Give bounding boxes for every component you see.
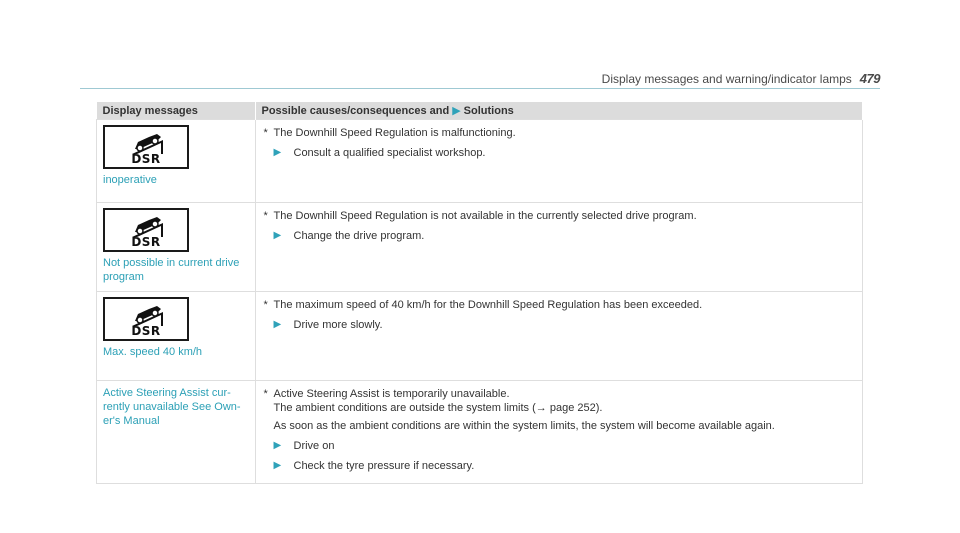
cause-text: Active Steering Assist is temporarily unavailable. <box>273 388 510 400</box>
dsr-icon <box>103 208 189 252</box>
table-row <box>97 381 863 484</box>
star-icon: * <box>263 127 268 139</box>
arrow-icon: ▶ <box>273 460 282 471</box>
cause-text: The Downhill Speed Regulation is malfunctioning. <box>273 127 516 139</box>
solution-cell <box>255 381 863 484</box>
info-line: The ambient conditions are outside the system limits (→ page 252). <box>273 402 603 414</box>
col-header-solutions-label: Solutions <box>463 105 514 117</box>
info-line: As soon as the ambient conditions are within the system limits, the system will become available again. <box>273 420 775 432</box>
header-title: Display messages and warning/indicator lamps <box>601 72 852 86</box>
star-icon: * <box>263 388 268 400</box>
message-cell <box>97 292 256 381</box>
arrow-icon: ▶ <box>273 319 282 330</box>
message-text: Not possible in current drive program <box>103 257 240 283</box>
col-header-causes <box>255 102 863 120</box>
action-text: Change the drive program. <box>293 230 425 242</box>
action-item <box>274 459 855 473</box>
arrow-icon: ▶ <box>273 230 282 241</box>
col-header-causes-label: Possible causes/consequences and <box>261 105 450 117</box>
action-text: Drive on <box>293 440 335 452</box>
page-number: 479 <box>859 71 880 86</box>
display-messages-table <box>96 102 863 484</box>
header-rule <box>80 88 880 89</box>
cause-text: The maximum speed of 40 km/h for the Downhill Speed Regulation has been exceeded. <box>273 299 703 311</box>
star-icon: * <box>263 210 268 222</box>
cause-note <box>264 298 855 312</box>
cause-text: The Downhill Speed Regulation is not available in the currently selected drive program. <box>273 210 697 222</box>
action-text: Drive more slowly. <box>293 319 383 331</box>
cause-note <box>264 126 855 140</box>
action-item <box>274 318 855 332</box>
dsr-label: DSR <box>131 324 161 338</box>
message-text: inoperative <box>103 174 157 186</box>
arrow-icon: ▶ <box>273 147 282 158</box>
action-item <box>274 229 855 243</box>
action-item <box>274 146 855 160</box>
message-cell <box>97 120 256 203</box>
message-cell <box>97 381 256 484</box>
table-row <box>97 292 863 381</box>
dsr-label: DSR <box>131 152 161 166</box>
page-header <box>602 71 880 86</box>
solution-cell <box>255 120 863 203</box>
star-icon: * <box>263 299 268 311</box>
play-icon: ▶ <box>452 105 461 117</box>
table-row <box>97 120 863 203</box>
solution-cell <box>255 292 863 381</box>
table-row <box>97 203 863 292</box>
message-text: Active Steering Assist cur- rently unavailable See Own- er's Manual <box>103 387 241 427</box>
solution-cell <box>255 203 863 292</box>
action-text: Check the tyre pressure if necessary. <box>293 460 475 472</box>
arrow-icon: ▶ <box>273 440 282 451</box>
dsr-icon <box>103 125 189 169</box>
dsr-icon <box>103 297 189 341</box>
dsr-label: DSR <box>131 235 161 249</box>
message-text: Max. speed 40 km/h <box>103 346 203 358</box>
message-cell <box>97 203 256 292</box>
col-header-display-messages: Display messages <box>97 102 256 120</box>
table-header-row <box>97 102 863 120</box>
cause-note <box>264 209 855 223</box>
cause-note <box>264 387 855 401</box>
action-item <box>274 439 855 453</box>
action-text: Consult a qualified specialist workshop. <box>293 147 486 159</box>
